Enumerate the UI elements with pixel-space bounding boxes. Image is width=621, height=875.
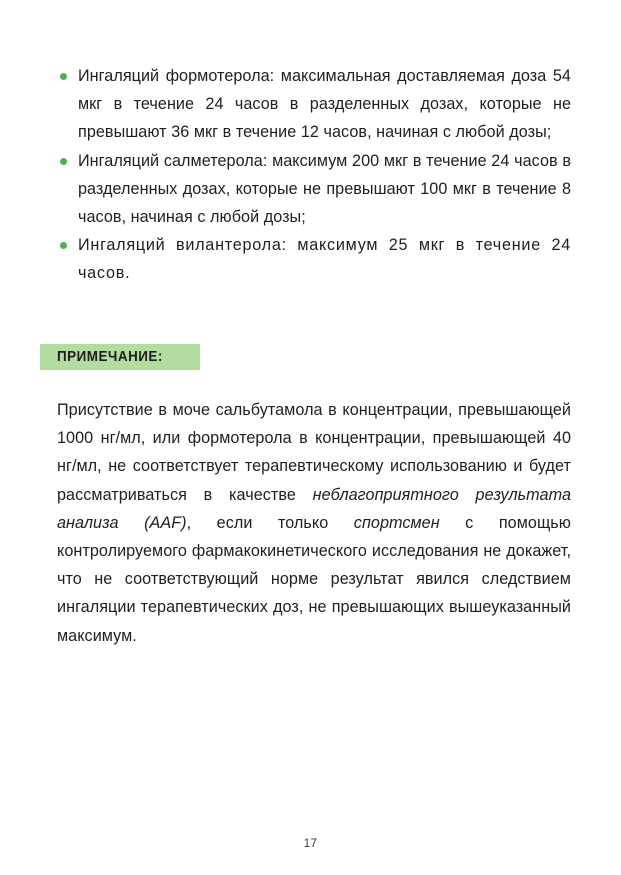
note-body-paragraph: [57, 396, 571, 650]
bullet-dot-icon: [60, 73, 67, 80]
note-heading-label: ПРИМЕЧАНИЕ:: [57, 349, 163, 365]
note-body-segment-3: с помощью контролируемого фармакокинетического исследования не докажет, что не соответствующий норме результат явился следствием ингаляции терапевтических доз, не превышающих вышеуказанный максимум.: [57, 513, 571, 645]
note-body-segment-1: Присутствие в моче сальбутамола в концентрации, превышающей 1000 нг/мл, или формотерола в концентрации, превышающей 40 нг/мл, не соответствует терапевтическому использованию и будет рассматриваться в качестве: [57, 401, 571, 504]
list-item: [57, 231, 571, 287]
bullet-dot-icon: [60, 158, 67, 165]
list-item-text: Ингаляций салметерола: максимум 200 мкг в течение 24 часов в разделенных дозах, которые не превышают 100 мкг в течение 8 часов, начиная с любой дозы;: [78, 151, 571, 227]
bullet-list-section: [57, 62, 571, 288]
list-item: [57, 62, 571, 147]
list-item-text: Ингаляций формотерола: максимальная доставляемая доза 54 мкг в течение 24 часов в разделенных дозах, которые не превышают 36 мкг в течение 12 часов, начиная с любой дозы;: [78, 67, 571, 142]
list-item-text: Ингаляций вилантерола: максимум 25 мкг в течение 24 часов.: [78, 236, 571, 283]
bullet-dot-icon: [60, 242, 67, 249]
note-body-segment-2: , если только: [186, 513, 354, 532]
note-heading-band: [40, 344, 200, 370]
list-item: [57, 147, 571, 232]
note-body-italic-1: неблагоприятного результата анализа (AAF): [57, 485, 571, 532]
dosage-bullet-list: [57, 62, 571, 288]
note-body-italic-2: спортсмен: [353, 513, 440, 532]
page-number: 17: [303, 838, 318, 850]
